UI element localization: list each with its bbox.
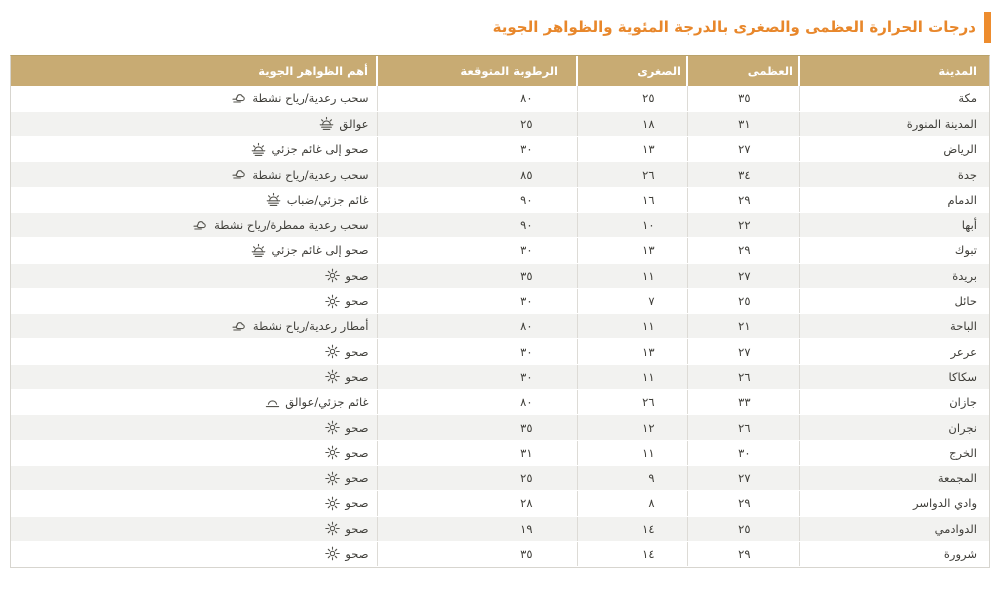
weather-table (11, 56, 989, 567)
min-temp-cell: ١٤ (577, 516, 687, 541)
min-temp-cell: ١٤ (577, 541, 687, 566)
table-row (11, 238, 989, 263)
max-temp-cell: ٢١ (687, 314, 799, 339)
max-temp-cell: ٢٢ (687, 212, 799, 237)
humidity-cell: ٢٥ (377, 465, 577, 490)
table-row (11, 541, 989, 566)
phenomena-label: صحو (345, 471, 369, 486)
table-row (11, 516, 989, 541)
weather-table-container (10, 55, 990, 568)
humidity-cell: ٢٨ (377, 491, 577, 516)
max-temp-cell: ٢٧ (687, 339, 799, 364)
sun-icon (325, 420, 340, 435)
phenomena-label: صحو (345, 369, 369, 384)
table-row (11, 339, 989, 364)
table-row (11, 187, 989, 212)
page-header (493, 12, 991, 43)
table-row (11, 415, 989, 440)
sun-horizon-icon (251, 142, 266, 157)
table-body (11, 86, 989, 567)
phenomena-label: صحو (345, 344, 369, 359)
city-cell: شرورة (799, 541, 989, 566)
min-temp-cell: ١٦ (577, 187, 687, 212)
city-cell: حائل (799, 288, 989, 313)
table-row (11, 137, 989, 162)
haze-icon (265, 395, 280, 410)
table-row (11, 491, 989, 516)
header-city: المدينة (799, 56, 989, 86)
title-accent-bar (984, 12, 991, 43)
table-row (11, 86, 989, 111)
table-row (11, 263, 989, 288)
max-temp-cell: ٢٧ (687, 465, 799, 490)
min-temp-cell: ١٣ (577, 339, 687, 364)
max-temp-cell: ٢٩ (687, 491, 799, 516)
humidity-cell: ٨٠ (377, 86, 577, 111)
sun-icon (325, 268, 340, 283)
max-temp-cell: ٢٦ (687, 364, 799, 389)
cloud-wind-icon (232, 91, 247, 106)
humidity-cell: ٨٠ (377, 314, 577, 339)
max-temp-cell: ٢٩ (687, 541, 799, 566)
min-temp-cell: ١٢ (577, 415, 687, 440)
page-title: درجات الحرارة العظمى والصغرى بالدرجة المئوية والظواهر الجوية (492, 18, 976, 36)
min-temp-cell: ١١ (577, 263, 687, 288)
humidity-cell: ٩٠ (377, 187, 577, 212)
city-cell: وادي الدواسر (799, 491, 989, 516)
phenomena-label: صحو (345, 420, 369, 435)
humidity-cell: ٣٥ (377, 541, 577, 566)
max-temp-cell: ٢٥ (687, 288, 799, 313)
city-cell: جدة (799, 162, 989, 187)
humidity-cell: ١٩ (377, 516, 577, 541)
phenomena-label: سحب رعدية ممطرة/رياح نشطة (214, 218, 369, 233)
sun-icon (325, 546, 340, 561)
humidity-cell: ٨٥ (377, 162, 577, 187)
header-humidity: الرطوبة المتوقعة (377, 56, 577, 86)
cloud-wind-icon (232, 319, 247, 334)
phenomena-cell (11, 162, 377, 187)
humidity-cell: ٣١ (377, 440, 577, 465)
max-temp-cell: ٢٦ (687, 415, 799, 440)
header-phenomena: أهم الظواهر الجوية (11, 56, 377, 86)
min-temp-cell: ١٣ (577, 137, 687, 162)
max-temp-cell: ٢٩ (687, 187, 799, 212)
max-temp-cell: ٣٥ (687, 86, 799, 111)
min-temp-cell: ٨ (577, 491, 687, 516)
city-cell: جازان (799, 390, 989, 415)
humidity-cell: ٣٠ (377, 238, 577, 263)
phenomena-label: صحو (345, 546, 369, 561)
table-row (11, 390, 989, 415)
humidity-cell: ٣٠ (377, 339, 577, 364)
phenomena-cell (11, 212, 377, 237)
phenomena-label: صحو إلى غائم جزئي (271, 142, 369, 157)
humidity-cell: ٣٠ (377, 137, 577, 162)
phenomena-cell (11, 465, 377, 490)
table-row (11, 288, 989, 313)
table-row (11, 440, 989, 465)
city-cell: المجمعة (799, 465, 989, 490)
cloud-wind-icon (232, 167, 247, 182)
max-temp-cell: ٣١ (687, 111, 799, 136)
phenomena-cell (11, 516, 377, 541)
table-header (11, 56, 989, 86)
phenomena-label: صحو (345, 521, 369, 536)
max-temp-cell: ٣٤ (687, 162, 799, 187)
city-cell: عرعر (799, 339, 989, 364)
header-max-temp: العظمى (687, 56, 799, 86)
phenomena-cell (11, 111, 377, 136)
min-temp-cell: ٢٥ (577, 86, 687, 111)
phenomena-cell (11, 339, 377, 364)
table-row (11, 364, 989, 389)
phenomena-label: عوالق (339, 116, 369, 131)
humidity-cell: ٣٠ (377, 288, 577, 313)
min-temp-cell: ١٣ (577, 238, 687, 263)
phenomena-cell (11, 491, 377, 516)
humidity-cell: ٣٥ (377, 415, 577, 440)
phenomena-label: سحب رعدية/رياح نشطة (252, 167, 369, 182)
header-row (11, 56, 989, 86)
phenomena-cell (11, 364, 377, 389)
min-temp-cell: ١٨ (577, 111, 687, 136)
sun-icon (325, 369, 340, 384)
phenomena-cell (11, 263, 377, 288)
city-cell: سكاكا (799, 364, 989, 389)
phenomena-label: صحو (345, 445, 369, 460)
min-temp-cell: ١٠ (577, 212, 687, 237)
sun-horizon-icon (266, 192, 281, 207)
phenomena-label: غائم جزئي/عوالق (285, 395, 369, 410)
phenomena-label: أمطار رعدية/رياح نشطة (252, 319, 369, 334)
sun-icon (325, 521, 340, 536)
max-temp-cell: ٣٠ (687, 440, 799, 465)
phenomena-label: صحو (345, 294, 369, 309)
min-temp-cell: ٩ (577, 465, 687, 490)
city-cell: المدينة المنورة (799, 111, 989, 136)
phenomena-cell (11, 238, 377, 263)
city-cell: الخرج (799, 440, 989, 465)
phenomena-label: غائم جزئي/ضباب (286, 192, 369, 207)
sun-horizon-icon (251, 243, 266, 258)
humidity-cell: ٣٥ (377, 263, 577, 288)
sun-horizon-icon (319, 116, 334, 131)
phenomena-label: سحب رعدية/رياح نشطة (252, 91, 369, 106)
humidity-cell: ٨٠ (377, 390, 577, 415)
humidity-cell: ٣٠ (377, 364, 577, 389)
phenomena-label: صحو (345, 496, 369, 511)
max-temp-cell: ٢٩ (687, 238, 799, 263)
min-temp-cell: ١١ (577, 440, 687, 465)
city-cell: نجران (799, 415, 989, 440)
sun-icon (325, 344, 340, 359)
city-cell: الرياض (799, 137, 989, 162)
min-temp-cell: ٢٦ (577, 162, 687, 187)
phenomena-cell (11, 390, 377, 415)
humidity-cell: ٢٥ (377, 111, 577, 136)
min-temp-cell: ٢٦ (577, 390, 687, 415)
min-temp-cell: ١١ (577, 314, 687, 339)
min-temp-cell: ١١ (577, 364, 687, 389)
city-cell: الدمام (799, 187, 989, 212)
sun-icon (325, 445, 340, 460)
table-row (11, 212, 989, 237)
max-temp-cell: ٢٧ (687, 137, 799, 162)
min-temp-cell: ٧ (577, 288, 687, 313)
sun-icon (325, 471, 340, 486)
phenomena-label: صحو إلى غائم جزئي (271, 243, 369, 258)
table-row (11, 465, 989, 490)
city-cell: بريدة (799, 263, 989, 288)
phenomena-cell (11, 137, 377, 162)
phenomena-cell (11, 314, 377, 339)
sun-icon (325, 294, 340, 309)
table-row (11, 314, 989, 339)
city-cell: أبها (799, 212, 989, 237)
table-row (11, 111, 989, 136)
phenomena-cell (11, 187, 377, 212)
max-temp-cell: ٣٣ (687, 390, 799, 415)
humidity-cell: ٩٠ (377, 212, 577, 237)
phenomena-cell (11, 541, 377, 566)
phenomena-cell (11, 440, 377, 465)
city-cell: مكة (799, 86, 989, 111)
phenomena-label: صحو (345, 268, 369, 283)
max-temp-cell: ٢٧ (687, 263, 799, 288)
city-cell: الباحة (799, 314, 989, 339)
phenomena-cell (11, 86, 377, 111)
table-row (11, 162, 989, 187)
phenomena-cell (11, 415, 377, 440)
city-cell: الدوادمي (799, 516, 989, 541)
city-cell: تبوك (799, 238, 989, 263)
cloud-wind-icon (193, 218, 208, 233)
sun-icon (325, 496, 340, 511)
header-min-temp: الصغرى (577, 56, 687, 86)
max-temp-cell: ٢٥ (687, 516, 799, 541)
phenomena-cell (11, 288, 377, 313)
